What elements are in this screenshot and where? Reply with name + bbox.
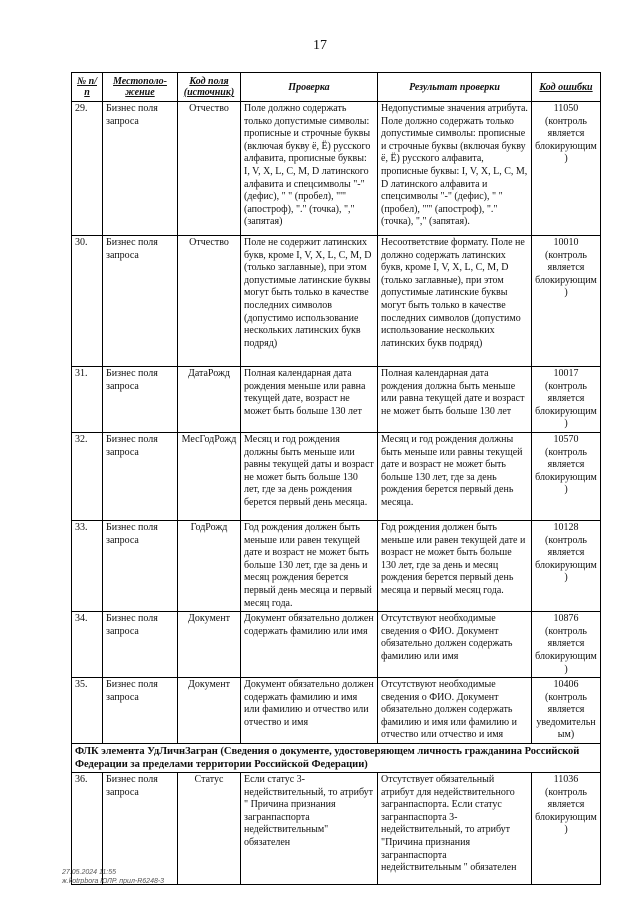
row-check: Документ обязательно должен содержать фамилию и имя или фамилию и отчество или отчество и имя	[241, 678, 378, 744]
row-check: Поле не содержит латинских букв, кроме I, V, X, L, C, M, D (только заглавные), при этом допустимые латинские буквы могут быть только в качестве последних символов (допустимо использование нескольких латинских букв подряд)	[241, 236, 378, 367]
page-number: 17	[313, 38, 327, 53]
row-check: Полная календарная дата рождения меньше или равна текущей дате, возраст не может быть больше 130 лет	[241, 367, 378, 433]
row-result: Недопустимые значения атрибута. Поле должно содержать только допустимые символы: прописные и строчные буквы (включая букву ё, Ё) русского алфавита, прописные буквы: I, V, X, L, C, M, D латинского алфавита и спецсимволы "-" (дефис), " " (пробел), "'" (апостроф), "." (точка), "," (запятая).	[378, 102, 532, 236]
footer-file: ж.kotrpbora ЮЛР. прил-R6248-3	[62, 878, 165, 885]
header-location: Местополо-жение	[103, 73, 178, 102]
section-row	[72, 744, 601, 773]
row-error-code: 10010 (контроль является блокирующим)	[532, 236, 601, 367]
row-num: 30.	[72, 236, 103, 367]
row-check: Если статус 3-недействительный, то атрибут " Причина признания загранпаспорта недействительным" обязателен	[241, 773, 378, 885]
row-location: Бизнес поля запроса	[103, 678, 178, 744]
row-field-code: Отчество	[178, 236, 241, 367]
row-num: 29.	[72, 102, 103, 236]
row-error-code: 11050 (контроль является блокирующим)	[532, 102, 601, 236]
row-check: Документ обязательно должен содержать фамилию или имя	[241, 612, 378, 678]
table-row	[72, 236, 601, 367]
row-error-code: 10876 (контроль является блокирующим)	[532, 612, 601, 678]
footer-date: 27.05.2024 11:55	[62, 869, 116, 876]
row-field-code: ГодРожд	[178, 520, 241, 611]
row-num: 35.	[72, 678, 103, 744]
row-check: Месяц и год рождения должны быть меньше или равны текущей даты и возраст не может быть больше 130 лет, где за день рождения берется первый день месяца.	[241, 432, 378, 520]
validation-table	[71, 72, 601, 885]
header-num: № п/п	[72, 73, 103, 102]
row-result: Несоответствие формату. Поле не должно содержать латинских букв, кроме I, V, X, L, C, M, D (только заглавные), при этом допустимые латинские буквы могут быть только в качестве последних символов (допустимо использование нескольких латинских букв подряд)	[378, 236, 532, 367]
row-num: 31.	[72, 367, 103, 433]
row-field-code: Документ	[178, 678, 241, 744]
row-num: 34.	[72, 612, 103, 678]
table-row	[72, 678, 601, 744]
row-result: Год рождения должен быть меньше или равен текущей дате и возраст не может быть больше 130 лет, где за день и месяц рождения берется первый день месяца и первый месяц года.	[378, 520, 532, 611]
table-row	[72, 520, 601, 611]
row-error-code: 10017 (контроль является блокирующим)	[532, 367, 601, 433]
row-result: Полная календарная дата рождения должна быть меньше или равна текущей дате и возраст не может быть больше 130 лет	[378, 367, 532, 433]
row-location: Бизнес поля запроса	[103, 367, 178, 433]
table-row	[72, 102, 601, 236]
row-location: Бизнес поля запроса	[103, 236, 178, 367]
row-error-code: 10570 (контроль является блокирующим)	[532, 432, 601, 520]
header-check: Проверка	[241, 73, 378, 102]
row-location: Бизнес поля запроса	[103, 520, 178, 611]
row-field-code: ДатаРожд	[178, 367, 241, 433]
row-location: Бизнес поля запроса	[103, 612, 178, 678]
row-num: 33.	[72, 520, 103, 611]
row-field-code: МесГодРожд	[178, 432, 241, 520]
row-check: Поле должно содержать только допустимые символы: прописные и строчные буквы (включая букву ё, Ё) русского алфавита, прописные буквы: I, V, X, L, C, M, D латинского алфавита и спецсимволы "-" (дефис), " " (пробел), "'" (апостроф), "." (точка), "," (запятая)	[241, 102, 378, 236]
row-location: Бизнес поля запроса	[103, 102, 178, 236]
row-check: Год рождения должен быть меньше или равен текущей дате и возраст не может быть больше 130 лет, где за день и месяц рождения берется первый день месяца и первый месяц года.	[241, 520, 378, 611]
row-field-code: Статус	[178, 773, 241, 885]
row-field-code: Отчество	[178, 102, 241, 236]
row-location: Бизнес поля запроса	[103, 773, 178, 885]
row-error-code: 10128 (контроль является блокирующим)	[532, 520, 601, 611]
row-result: Месяц и год рождения должны быть меньше или равны текущей дате и возраст не может быть больше 130 лет, где за день рождения берется первый день месяца.	[378, 432, 532, 520]
row-num: 32.	[72, 432, 103, 520]
row-result: Отсутствует обязательный атрибут для недействительного загранпаспорта. Если статус загранпаспорта 3-недействительный, то атрибут "Причина признания загранпаспорта недействительным " обязателен	[378, 773, 532, 885]
row-result: Отсутствуют необходимые сведения о ФИО. Документ обязательно должен содержать фамилию или имя	[378, 612, 532, 678]
row-result: Отсутствуют необходимые сведения о ФИО. Документ обязательно должен содержать фамилию и имя или фамилию и отчество или отчество и имя	[378, 678, 532, 744]
header-error-code: Код ошибки	[532, 73, 601, 102]
table-row	[72, 367, 601, 433]
footer-stamp	[62, 868, 164, 886]
row-location: Бизнес поля запроса	[103, 432, 178, 520]
row-field-code: Документ	[178, 612, 241, 678]
table-row	[72, 432, 601, 520]
row-error-code: 11036 (контроль является блокирующим)	[532, 773, 601, 885]
header-result: Результат проверки	[378, 73, 532, 102]
row-num: 36.	[72, 773, 103, 885]
row-error-code: 10406 (контроль является уведомительным)	[532, 678, 601, 744]
table-header-row	[72, 73, 601, 102]
section-title: ФЛК элемента УдЛичнЗагран (Сведения о документе, удостоверяющем личность гражданина Российской Федерации за пределами территории Российской Федерации)	[72, 744, 601, 773]
table-row	[72, 612, 601, 678]
header-field-code: Код поля (источник)	[178, 73, 241, 102]
